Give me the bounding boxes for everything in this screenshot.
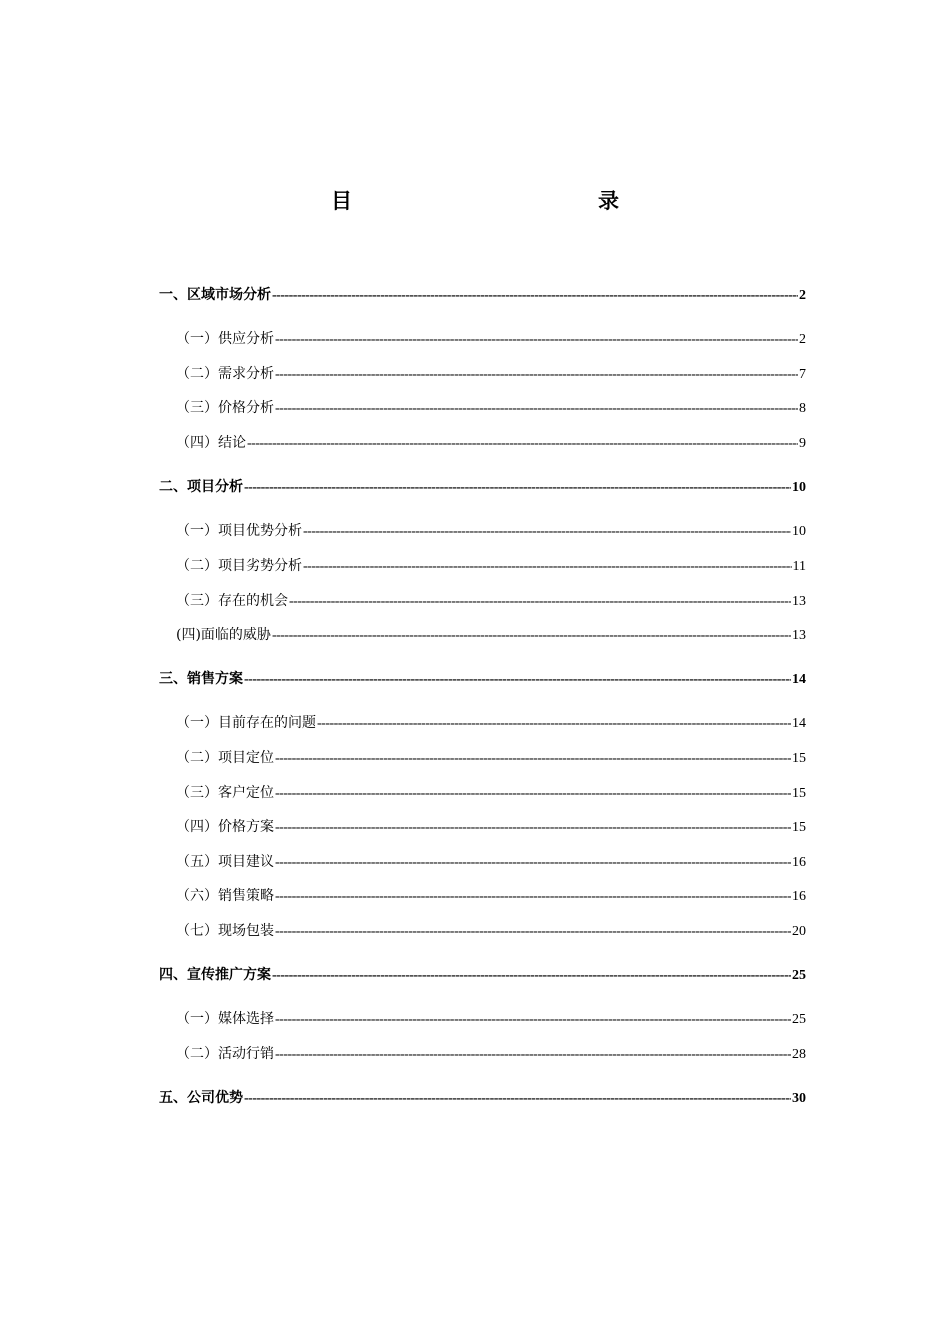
toc-dot-leader	[272, 283, 798, 308]
toc-entry-label: (四)面临的威胁	[176, 627, 271, 643]
toc-dot-leader	[244, 475, 791, 500]
toc-dot-leader	[275, 396, 798, 421]
toc-section-entry[interactable]	[176, 745, 806, 771]
toc-dot-leader	[275, 746, 791, 771]
toc-page-number: 2	[799, 288, 806, 303]
toc-page-number: 20	[792, 924, 806, 939]
toc-section-entry[interactable]	[176, 430, 806, 456]
toc-page-number: 30	[792, 1091, 806, 1106]
toc-page-number: 16	[792, 855, 806, 870]
toc-dot-leader	[275, 919, 791, 944]
toc-entry-label: （一）项目优势分析	[176, 523, 302, 539]
toc-section-entry[interactable]	[176, 814, 806, 840]
toc-dot-leader	[244, 667, 791, 692]
toc-entry-label: （三）价格分析	[176, 400, 274, 416]
toc-entry-label: （二）活动行销	[176, 1046, 274, 1062]
toc-chapter-entry[interactable]	[159, 282, 806, 308]
toc-entry-label: 四、宣传推广方案	[159, 967, 271, 983]
toc-dot-leader	[275, 327, 798, 352]
toc-entry-label: （三）存在的机会	[176, 593, 288, 609]
toc-section-entry[interactable]	[176, 553, 806, 579]
toc-section-entry[interactable]	[176, 326, 806, 352]
toc-page-number: 13	[792, 628, 806, 643]
toc-page-number: 14	[792, 716, 806, 731]
toc-dot-leader	[272, 623, 791, 648]
toc-entry-label: （二）项目定位	[176, 750, 274, 766]
toc-dot-leader	[275, 781, 791, 806]
toc-page-number: 28	[792, 1047, 806, 1062]
toc-dot-leader	[272, 963, 791, 988]
toc-page-number: 7	[799, 367, 806, 382]
toc-page-number: 9	[799, 436, 806, 451]
toc-entry-label: （二）项目劣势分析	[176, 558, 302, 574]
toc-entry-label: （四）结论	[176, 435, 246, 451]
toc-entry-label: （四）价格方案	[176, 819, 274, 835]
toc-section-entry[interactable]	[176, 849, 806, 875]
toc-section-entry[interactable]	[176, 1006, 806, 1032]
toc-dot-leader	[289, 589, 791, 614]
toc-section-entry[interactable]	[176, 518, 806, 544]
toc-section-entry[interactable]	[176, 918, 806, 944]
toc-dot-leader	[275, 1042, 791, 1067]
toc-page-number: 15	[792, 751, 806, 766]
toc-entry-label: 二、项目分析	[159, 479, 243, 495]
toc-section-entry[interactable]	[176, 622, 806, 648]
toc-entry-label: （五）项目建议	[176, 854, 274, 870]
toc-section-entry[interactable]	[176, 361, 806, 387]
toc-page-number: 25	[792, 968, 806, 983]
toc-dot-leader	[303, 519, 791, 544]
toc-page-number: 14	[792, 672, 806, 687]
toc-page-number: 15	[792, 820, 806, 835]
toc-chapter-entry[interactable]	[159, 666, 806, 692]
toc-entry-label: （三）客户定位	[176, 785, 274, 801]
toc-page-number: 25	[792, 1012, 806, 1027]
toc-chapter-entry[interactable]	[159, 1085, 806, 1111]
toc-page-number: 2	[799, 332, 806, 347]
toc-dot-leader	[247, 431, 798, 456]
toc-page-number: 10	[792, 480, 806, 495]
toc-section-entry[interactable]	[176, 710, 806, 736]
toc-dot-leader	[275, 815, 791, 840]
toc-dot-leader	[244, 1086, 791, 1111]
toc-section-entry[interactable]	[176, 1041, 806, 1067]
toc-chapter-entry[interactable]	[159, 962, 806, 988]
toc-page-number: 13	[792, 594, 806, 609]
toc-page-number: 16	[792, 889, 806, 904]
toc-dot-leader	[303, 554, 792, 579]
toc-entry-label: （六）销售策略	[176, 888, 274, 904]
toc-chapter-entry[interactable]	[159, 474, 806, 500]
toc-entry-label: 一、区域市场分析	[159, 287, 271, 303]
toc-dot-leader	[275, 884, 791, 909]
toc-entry-label: 五、公司优势	[159, 1090, 243, 1106]
toc-page-number: 8	[799, 401, 806, 416]
toc-entry-label: （二）需求分析	[176, 366, 274, 382]
toc-page-number: 15	[792, 786, 806, 801]
toc-section-entry[interactable]	[176, 588, 806, 614]
toc-dot-leader	[275, 1007, 791, 1032]
toc-entry-label: （一）媒体选择	[176, 1011, 274, 1027]
toc-page-number: 10	[792, 524, 806, 539]
toc-dot-leader	[317, 711, 791, 736]
toc-entry-label: （一）供应分析	[176, 331, 274, 347]
toc-entry-label: （七）现场包装	[176, 923, 274, 939]
toc-section-entry[interactable]	[176, 780, 806, 806]
toc-page-number: 11	[792, 559, 806, 574]
toc-section-entry[interactable]	[176, 395, 806, 421]
toc-dot-leader	[275, 850, 791, 875]
toc-section-entry[interactable]	[176, 883, 806, 909]
toc-title: 目 录	[331, 189, 687, 213]
toc-entry-label: 三、销售方案	[159, 671, 243, 687]
toc-dot-leader	[275, 362, 798, 387]
toc-entry-label: （一）目前存在的问题	[176, 715, 316, 731]
